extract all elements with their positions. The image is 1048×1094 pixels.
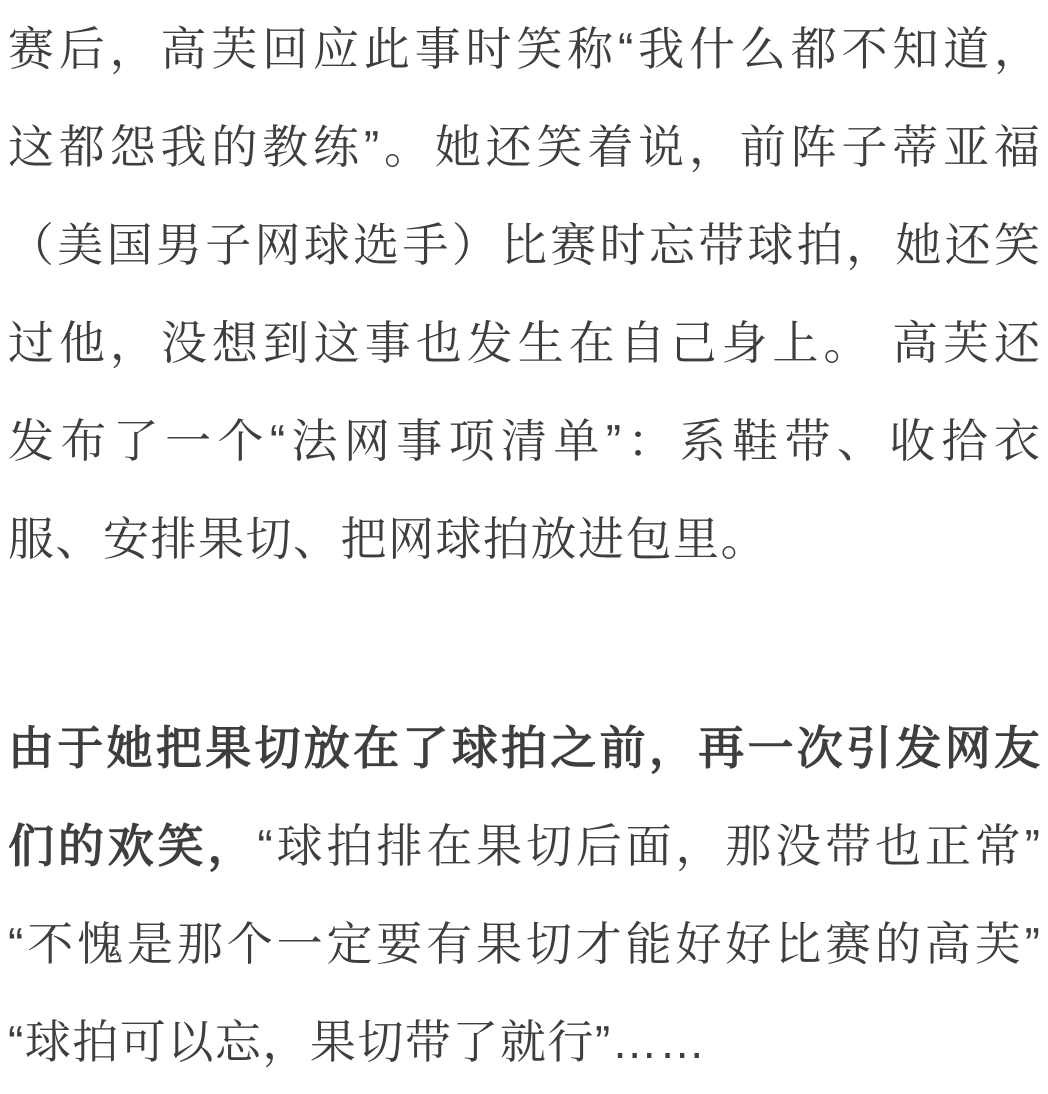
text-line [8,797,1040,895]
paragraph [8,699,1040,1091]
text-line [8,98,1040,196]
bold-text-segment: 由于她把果切放在了球拍之前，再一次引发网友 [8,722,1040,774]
paragraph [8,0,1040,588]
text-line [8,196,1040,294]
text-segment: 过他，没想到这事也发生在自己身上。 高芙还 [8,317,1040,369]
text-line [8,993,1040,1091]
text-line [8,699,1040,797]
text-segment: 这都怨我的教练”。她还笑着说，前阵子蒂亚福 [8,121,1040,173]
text-segment: “球拍可以忘，果切带了就行”…… [8,1016,707,1068]
text-line [8,0,1040,98]
text-line [8,490,1040,588]
text-line [8,294,1040,392]
text-segment: “不愧是那个一定要有果切才能好好比赛的高芙” [8,918,1040,970]
text-segment: 发布了一个“法网事项清单”：系鞋带、收拾衣 [8,415,1040,467]
bold-text-segment: 们的欢笑， [8,820,258,872]
text-line [8,392,1040,490]
text-line [8,895,1040,993]
text-segment: 服、安排果切、把网球拍放进包里。 [8,513,768,565]
text-segment: 赛后，高芙回应此事时笑称“我什么都不知道， [8,23,1040,75]
text-segment: “球拍排在果切后面，那没带也正常” [257,820,1040,872]
text-segment: （美国男子网球选手）比赛时忘带球拍，她还笑 [8,219,1040,271]
